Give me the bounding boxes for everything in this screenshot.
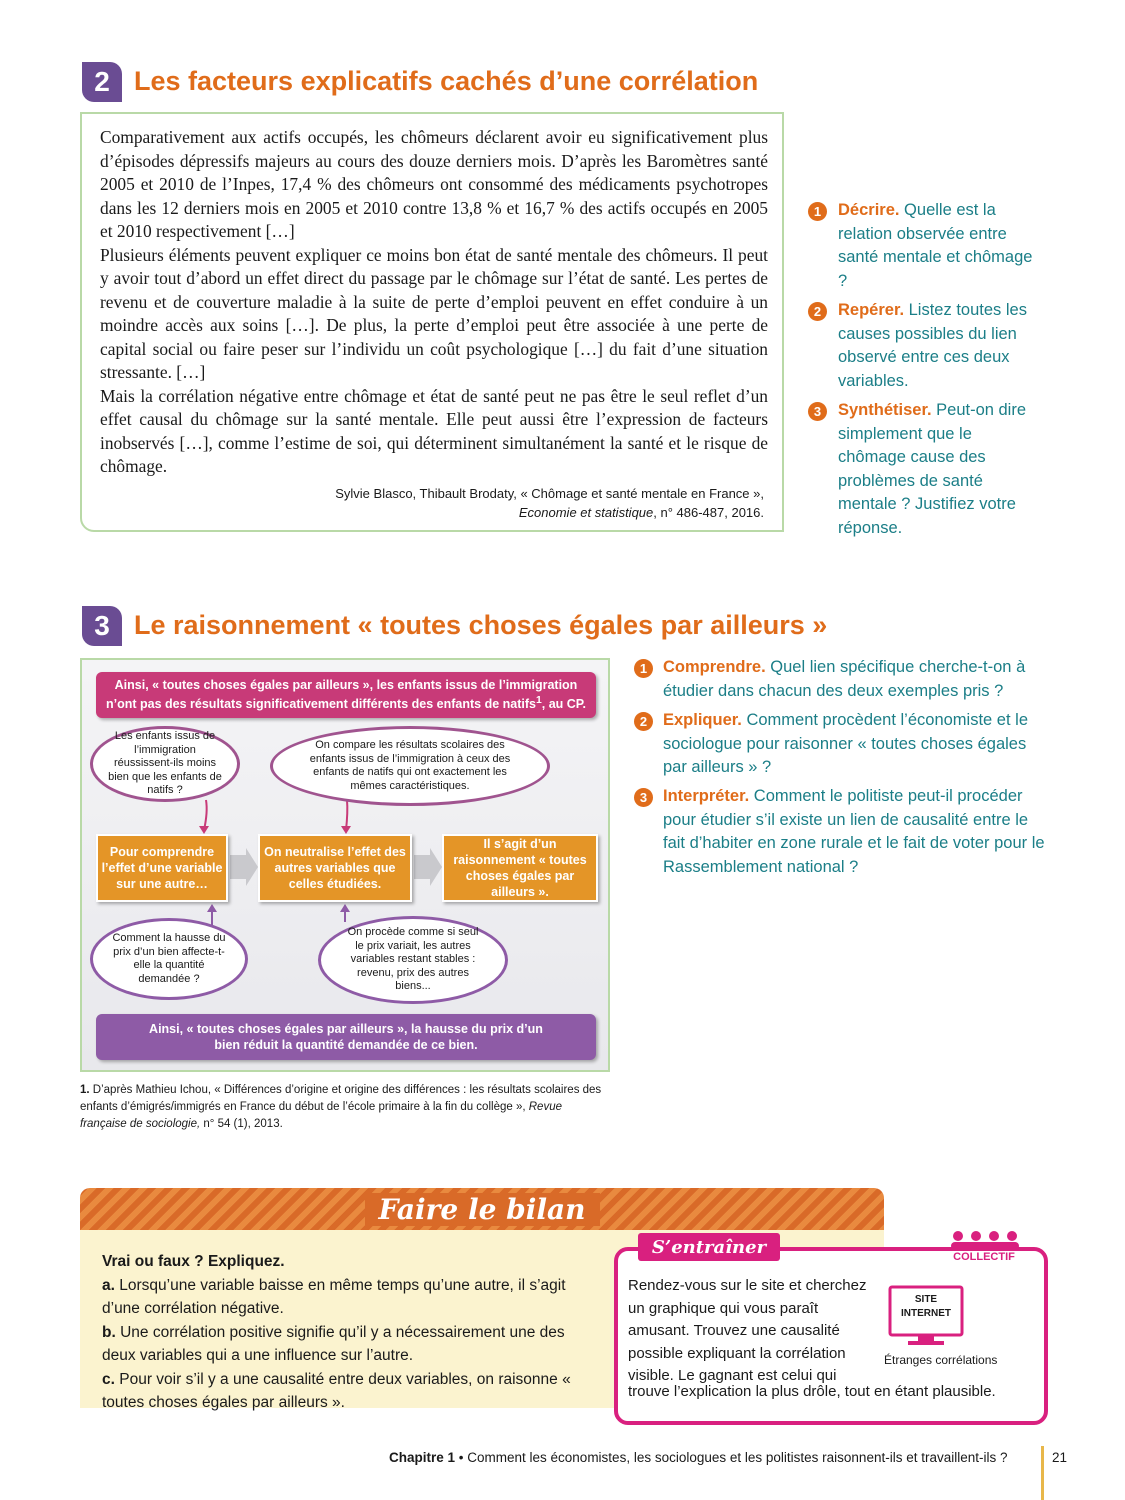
document-2-text [100,126,768,479]
bottom-bar-text: Ainsi, « toutes choses égales par ailleurs », la hausse du prix d’un bien réduit la quantité demandée de ce bien. [149,1022,543,1052]
question-number: 3 [808,402,827,421]
section-3-title: Le raisonnement « toutes choses égales par ailleurs » [134,610,828,640]
item-text: Pour voir s’il y a une causalité entre deux variables, on raisonne « toutes choses égales par ailleurs ». [102,1370,571,1411]
question-text: Peut-on dire simplement que le chômage cause des problèmes de santé mentale ? Justifiez votre réponse. [838,401,1027,537]
item-text: Une corrélation positive signifie qu’il y a nécessairement une des deux variables qui a une influence sur l’autre. [102,1323,565,1364]
box-understand-effect: Pour comprendre l’effet d’une variable sur une autre… [96,834,228,902]
entrainer-text-last: trouve l’explication la plus drôle, tout en étant plausible. [628,1383,996,1400]
top-bar-footnote-mark: 1 [535,695,542,707]
question-keyword: Comprendre. [663,658,766,676]
diagram [80,658,610,1072]
item-letter: b. [102,1323,116,1341]
site-caption[interactable]: Étranges corrélations [884,1353,998,1367]
question-2-2 [808,299,1038,393]
question-text: Quelle est la relation observée entre santé mentale et chômage ? [838,201,1033,290]
box-ceteris-paribus: Il s’agit d’un raisonnement « toutes choses égales par ailleurs ». [442,834,598,902]
paragraph-2: Plusieurs éléments peuvent expliquer ce moins bon état de santé mentale des chômeurs. Il peut y avoir tout d’abord un effet direct du passage par le chômage sur l’état de santé. Les pertes de revenu et de couverture maladie à la suite de perte d’emploi peuvent en effet conduire à un moindre accès aux soins […]. De plus, la perte d’emploi peut être associée à une perte de capital social ou faire peser sur l’individu un coût psychologique […] du fait d’une situation stressante. […] [100,244,768,382]
item-text: Lorsqu’une variable baisse en même temps qu’une autre, il s’agit d’une corrélation négative. [102,1276,566,1317]
site-label-2: INTERNET [901,1308,951,1319]
question-3-3 [634,785,1046,879]
question-2-1 [808,199,1038,293]
site-label-1: SITE [914,1294,938,1305]
diagram-bottom-bar [96,1014,596,1060]
footnote-rest: n° 54 (1), 2013. [200,1118,283,1130]
question-number: 3 [634,788,653,807]
footer-divider [1041,1446,1044,1500]
top-bar-text: Ainsi, « toutes choses égales par ailleurs », les enfants issus de l’immigration n’ont pas des résultats significativement différents des enfants de natifs [106,678,578,712]
document-2-box [80,112,784,532]
footer-chapter: Chapitre 1 [389,1450,456,1465]
question-number: 1 [808,202,827,221]
question-2-3 [808,399,1038,540]
footer-text: • Comment les économistes, les sociologues et les politistes raisonnent-ils et travaillent-ils ? [455,1450,1008,1465]
source-rest: , n° 486-487, 2016. [653,505,764,520]
question-number: 1 [634,659,653,678]
bilan-heading: Vrai ou faux ? Expliquez. [102,1253,285,1270]
entrainer-tag: S’entraîner [638,1233,780,1261]
question-text: Quel lien spécifique cherche-t-on à étudier dans chacun des deux exemples pris ? [663,658,1026,700]
question-3-2 [634,709,1046,780]
box-neutralize-variables: On neutralise l’effet des autres variables que celles étudiées. [258,834,412,902]
section-3-number: 3 [82,606,122,646]
question-text: Comment procèdent l’économiste et le sociologue pour raisonner « toutes choses égales par ailleurs » ? [663,711,1028,776]
collectif-icon [946,1228,1022,1264]
bilan-title [80,1188,884,1230]
question-3-1 [634,656,1046,703]
bilan-title-text: Faire le bilan [365,1193,600,1226]
document-2-source [335,484,764,522]
question-number: 2 [634,712,653,731]
top-bar-end: , au CP. [541,697,586,712]
bilan-text [102,1250,572,1415]
computer-icon [888,1285,964,1341]
footnote [80,1082,610,1133]
ellipse-price-method: On procède comme si seul le prix variait, les autres variables restant stables : revenu, prix des autres biens... [318,916,508,1004]
bilan-item-c [102,1368,572,1415]
item-letter: c. [102,1370,115,1388]
question-keyword: Repérer. [838,301,905,319]
section-2-number: 2 [82,62,122,102]
bilan-item-a [102,1274,572,1321]
footnote-text: D’après Mathieu Ichou, « Différences d’origine et origine des différences : les résultats scolaires des enfants d’émigrés/immigrés en France du début de l’école primaire à la fin du collège », [80,1084,602,1113]
item-letter: a. [102,1276,115,1294]
entrainer-box [614,1247,1048,1425]
footnote-number: 1. [80,1084,90,1096]
section-2-title: Les facteurs explicatifs cachés d’une corrélation [134,66,759,96]
footnote-journal: Revue française de sociologie, [80,1101,562,1130]
ellipse-question-immigration: Les enfants issus de l’immigration réussissent-ils moins bien que les enfants de natifs ? [90,726,240,802]
question-number: 2 [808,302,827,321]
question-keyword: Décrire. [838,201,900,219]
collectif-label: COLLECTIF [953,1251,1015,1263]
ellipse-question-price: Comment la hausse du prix d’un bien affecte-t-elle la quantité demandée ? [90,918,248,1000]
ellipse-comparison-method: On compare les résultats scolaires des enfants issus de l’immigration à ceux des enfants de natifs qui ont exactement les mêmes caractéristiques. [270,726,550,806]
page-number: 21 [1052,1450,1068,1465]
source-line-2 [335,503,764,522]
source-line-1: Sylvie Blasco, Thibault Brodaty, « Chômage et santé mentale en France », [335,486,764,501]
page-footer [389,1450,1008,1465]
bilan-item-b [102,1321,572,1368]
paragraph-1: Comparativement aux actifs occupés, les chômeurs déclarent avoir eu significativement plus d’épisodes dépressifs majeurs au cours des douze derniers mois. D’après les Baromètres santé 2005 et 2010 de l’Inpes, 17,4 % des chômeurs ont consommé des médicaments psychotropes dans les 12 derniers mois en 2005 et 2010 contre 13,8 % et 16,7 % des actifs occupés en 2005 et 2010 respectivement […] [100,127,768,241]
question-keyword: Expliquer. [663,711,742,729]
question-text: Listez toutes les causes possibles du lien observé entre ces deux variables. [838,301,1027,390]
question-keyword: Interpréter. [663,787,750,805]
question-text: Comment le politiste peut-il procéder pour étudier s’il existe un lien de causalité entre le fait d’habiter en zone rurale et le fait de voter pour le Rassemblement national ? [663,787,1045,876]
entrainer-text: Rendez-vous sur le site et cherchez un graphique qui vous paraît amusant. Trouvez une causalité possible expliquant la corrélation visible. Le gagnant est celui qui [628,1277,867,1384]
question-keyword: Synthétiser. [838,401,932,419]
paragraph-3: Mais la corrélation négative entre chômage et état de santé peut ne pas être le seul reflet d’un effet causal du chômage sur la santé mentale. Elle peut aussi être l’expression de facteurs inobservés […], comme l’estime de soi, qui déterminent simultanément la santé et le risque de chômage. [100,385,768,476]
source-journal: Economie et statistique [518,505,654,520]
